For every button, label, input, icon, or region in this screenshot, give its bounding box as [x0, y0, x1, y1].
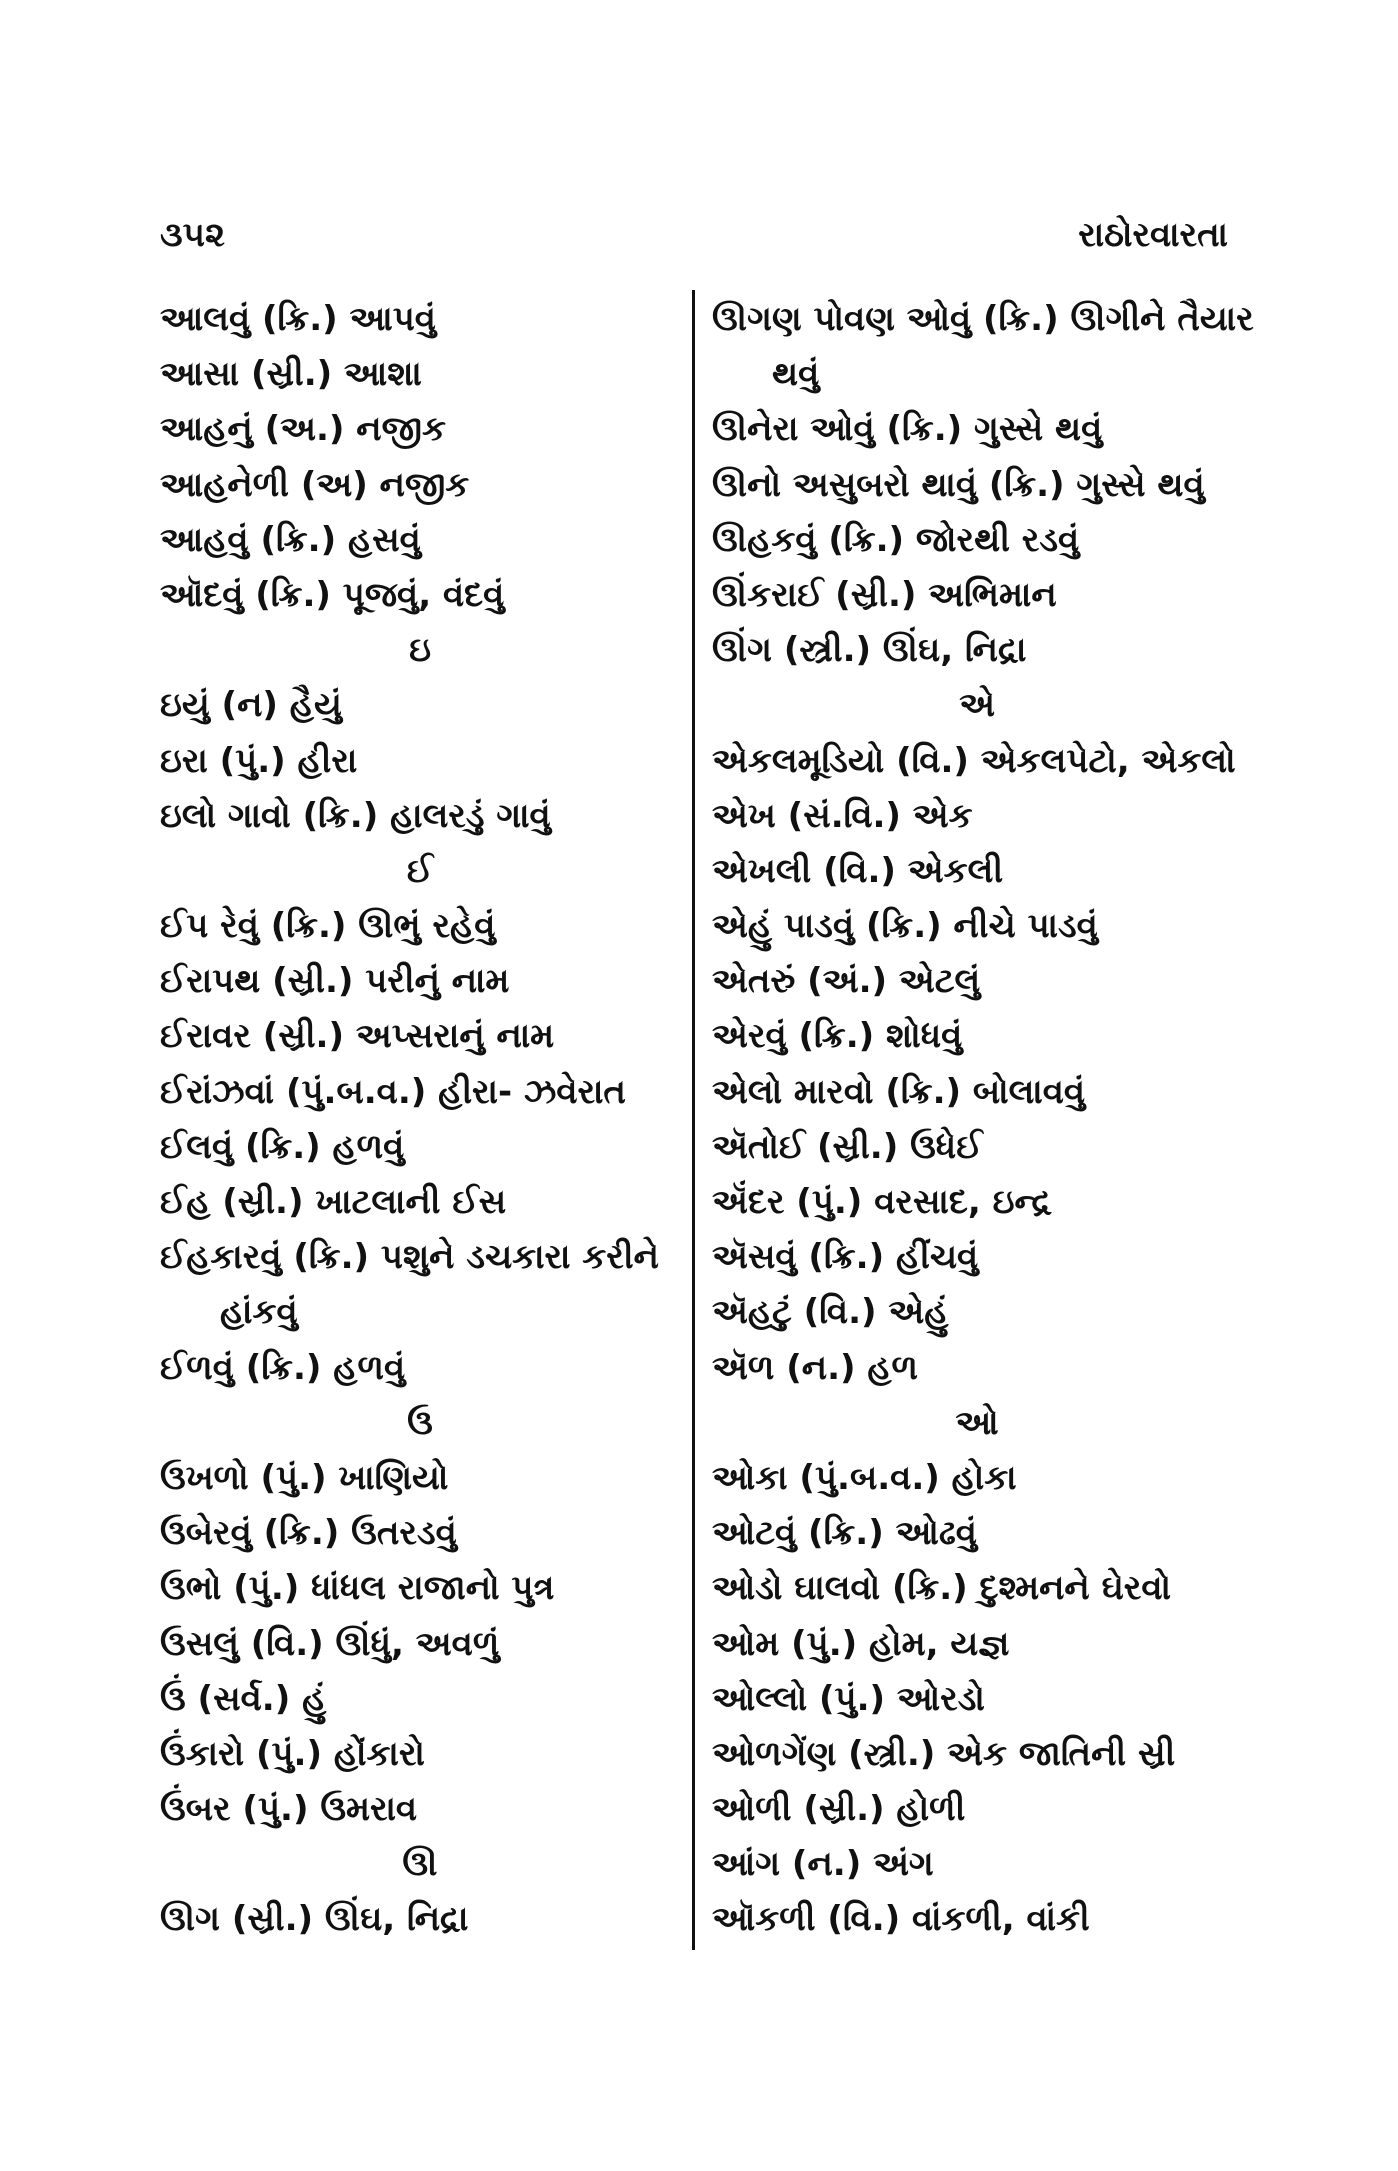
dictionary-entry: ઉં (સર્વ.) હું — [160, 1678, 327, 1719]
dictionary-entry: ઓમ (પું.) હોમ, યજ્ઞ — [712, 1623, 1010, 1664]
dictionary-entry: ઊગ (સ્રી.) ઊંઘ, નિદ્રા — [160, 1899, 469, 1940]
dictionary-entry: ઉંબર (પું.) ઉમરાવ — [160, 1789, 418, 1830]
dictionary-entry: ઉભો (પું.) ધાંધલ રાજાનો પુત્ર — [160, 1568, 555, 1609]
dictionary-entry: ઓળગેંણ (સ્ત્રી.) એક જાતિની સ્રી — [712, 1733, 1176, 1774]
dictionary-entry: ઈપ રેવું (ક્રિ.) ઊભું રહેવું — [160, 906, 496, 947]
dictionary-entry: ઓળી (સ્રી.) હોળી — [712, 1789, 966, 1830]
entry-continuation: હાંકવું — [220, 1292, 298, 1333]
dictionary-entry: ઍસવું (ક્રિ.) હીંચવું — [712, 1237, 979, 1278]
dictionary-entry: એહું પાડવું (ક્રિ.) નીચે પાડવું — [712, 906, 1098, 947]
page-number: ૩૫૨ — [160, 215, 225, 255]
dictionary-entry: ઓટવું (ક્રિ.) ઓઢવું — [712, 1513, 977, 1554]
dictionary-entry: ઉસલું (વિ.) ઊંધું, અવળું — [160, 1623, 500, 1664]
dictionary-entry: એતરું (અં.) એટલું — [712, 961, 981, 1002]
dictionary-entry: એખલી (વિ.) એકલી — [712, 850, 1004, 891]
column-divider — [692, 290, 695, 1950]
dictionary-entry: ઍંદર (પું.) વરસાદ, ઇન્દ્ર — [712, 1182, 1052, 1222]
dictionary-entry: ઍહટું (વિ.) એહું — [712, 1292, 949, 1333]
dictionary-entry: એકલમૂડિયો (વિ.) એકલપેટો, એકલો — [712, 740, 1236, 781]
dictionary-entry: ઊનેરા ઓવું (ક્રિ.) ગુસ્સે થવું — [712, 409, 1103, 450]
dictionary-entry: ઇલો ગાવો (ક્રિ.) હાલરડું ગાવું — [160, 795, 551, 836]
section-letter: એ — [959, 685, 995, 726]
running-title: રાઠોરવારતા — [1078, 215, 1228, 255]
dictionary-entry: ઉબેરવું (ક્રિ.) ઉતરડવું — [160, 1513, 457, 1554]
dictionary-entry: ઊંગ (સ્ત્રી.) ઊંઘ, નિદ્રા — [712, 630, 1027, 671]
dictionary-entry: ઈહકારવું (ક્રિ.) પશુને ડચકારા કરીને — [160, 1237, 659, 1278]
dictionary-entry: ઈરાવર (સ્રી.) અપ્સરાનું નામ — [160, 1016, 555, 1057]
dictionary-entry: ઊગણ પોવણ ઓવું (ક્રિ.) ઊગીને તૈયાર — [712, 299, 1254, 339]
dictionary-entry: ઈરાંઝવાં (પું.બ.વ.) હીરા- ઝવેરાત — [160, 1071, 626, 1112]
dictionary-entry: ઇરા (પું.) હીરા — [160, 740, 358, 781]
dictionary-entry: એરવું (ક્રિ.) શોધવું — [712, 1016, 963, 1057]
dictionary-entry: આહવું (ક્રિ.) હસવું — [160, 519, 421, 560]
dictionary-entry: ઈહ (સ્રી.) ખાટલાની ઈસ — [160, 1182, 507, 1222]
section-letter: ઈ — [406, 850, 434, 891]
dictionary-entry: ઓડો ઘાલવો (ક્રિ.) દુશ્મનને ઘેરવો — [712, 1568, 1172, 1609]
entry-continuation: થવું — [772, 354, 820, 395]
dictionary-entry: આલવું (ક્રિ.) આપવું — [160, 299, 436, 339]
dictionary-entry: ઈળવું (ક્રિ.) હળવું — [160, 1347, 406, 1388]
dictionary-entry: ઓકા (પું.બ.વ.) હોકા — [712, 1457, 1017, 1498]
dictionary-entry: ઑકળી (વિ.) વાંકળી, વાંકી — [712, 1899, 1090, 1940]
dictionary-entry: આંગ (ન.) અંગ — [712, 1844, 934, 1885]
dictionary-entry: ઉખળો (પું.) ખાણિયો — [160, 1457, 449, 1498]
dictionary-entry: ઈરાપથ (સ્રી.) પરીનું નામ — [160, 961, 510, 1002]
section-letter: ઓ — [955, 1402, 999, 1443]
dictionary-entry: ઓલ્લો (પું.) ઓરડો — [712, 1678, 985, 1719]
section-letter: ઇ — [409, 630, 431, 671]
dictionary-entry: ઊનો અસુબરો થાવું (ક્રિ.) ગુસ્સે થવું — [712, 464, 1205, 505]
dictionary-entry: ઍતોઈ (સ્રી.) ઉધેઈ — [712, 1126, 983, 1167]
dictionary-entry: ઉંકારો (પું.) હોંકારો — [160, 1733, 425, 1774]
section-letter: ઊ — [402, 1844, 438, 1885]
dictionary-entry: ઑદવું (ક્રિ.) પૂજવું, વંદવું — [160, 574, 505, 615]
dictionary-entry: આસા (સ્રી.) આશા — [160, 354, 422, 395]
dictionary-entry: ઍળ (ન.) હળ — [712, 1347, 919, 1388]
dictionary-entry: ઇયું (ન) હૈયું — [160, 685, 342, 726]
section-letter: ઉ — [407, 1402, 433, 1443]
dictionary-entry: એખ (સં.વિ.) એક — [712, 795, 973, 836]
dictionary-entry: આહનેળી (અ) નજીક — [160, 464, 470, 505]
dictionary-entry: ઊહકવું (ક્રિ.) જોરથી રડવું — [712, 519, 1080, 560]
dictionary-entry: ઊંકરાઈ (સ્રી.) અભિમાન — [712, 574, 1057, 615]
right-column — [712, 292, 1254, 1948]
dictionary-entry: આહનું (અ.) નજીક — [160, 409, 446, 450]
left-column — [160, 292, 680, 1948]
dictionary-entry: ઈલવું (ક્રિ.) હળવું — [160, 1126, 405, 1167]
dictionary-entry: એલો મારવો (ક્રિ.) બોલાવવું — [712, 1071, 1086, 1112]
